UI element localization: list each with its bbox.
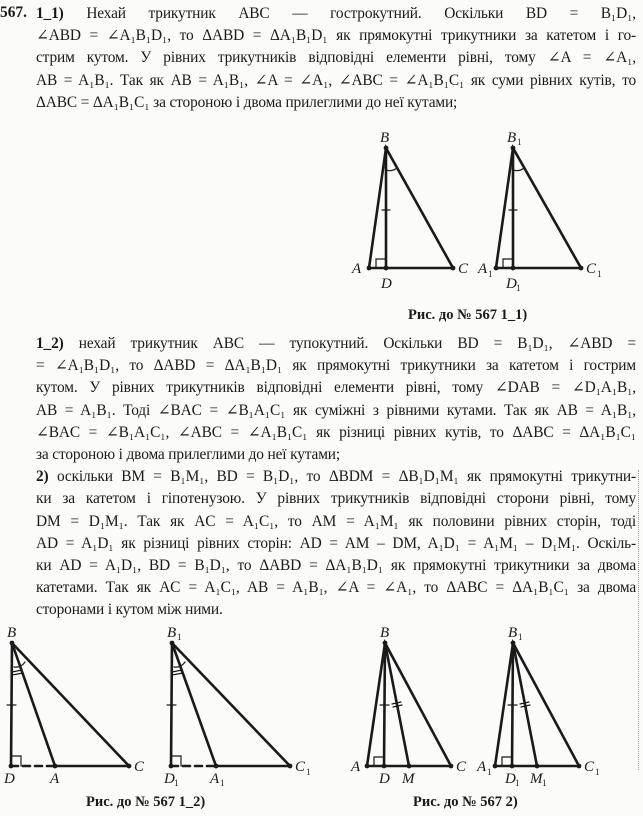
vertex-label-a1: A [477, 759, 487, 775]
text-line: за стороною і двома прилеглими до неї кутами; [36, 446, 341, 464]
svg-text:1: 1 [306, 767, 311, 777]
text-line: 1_2) нехай трикутник ABC — тупокутний. Оскільки BD = B₁D₁, ∠ABD = [36, 335, 636, 352]
vertex-label-b: B [380, 625, 390, 641]
vertex-label-c1: C [586, 261, 597, 277]
vertex-label-c: C [458, 261, 469, 277]
triangle-abc [367, 643, 451, 766]
svg-text:1: 1 [595, 767, 600, 777]
text-line: AB = A₁B₁. Так як AB = A₁B₁, ∠A = ∠A₁, ∠ABC = ∠A₁B₁C₁ як суми рівних кутів, то [36, 71, 636, 89]
svg-text:1: 1 [517, 137, 522, 147]
text-line: кутом. У рівних трикутників відповідні елементи рівні, тому ∠DAB = ∠D₁A₁B₁, [36, 379, 636, 397]
vertex-label-b1: B [167, 625, 177, 641]
svg-text:1: 1 [488, 269, 493, 279]
vertex-label-m: M [402, 771, 415, 787]
vertex-label-b: B [7, 625, 17, 641]
triangle-a1b1c1 [495, 643, 579, 766]
part-1-1-text [36, 3, 636, 114]
text-line: 1_1) Нехай трикутник ABC — гострокутний. Оскільки BD = B₁D₁, [36, 5, 637, 22]
vertex-label-a1: A [210, 771, 220, 787]
side-b1a1 [172, 643, 216, 766]
problem-number: 567. [0, 4, 27, 21]
vertex-label-m1: M [530, 771, 543, 787]
vertex-label-d1: D [505, 771, 516, 787]
vertex-label-a: A [351, 759, 361, 775]
figure-caption: Рис. до № 567 2) [413, 794, 518, 810]
side-b1c1 [172, 643, 290, 766]
text-line: AD = A₁D₁ як різниці рівних сторін: AD = AM – DM, A₁D₁ = A₁M₁ – D₁M₁. Оскіль- [36, 534, 636, 552]
side-ba [12, 643, 55, 766]
figure-2 [340, 620, 620, 788]
vertex-label-c1: C [295, 759, 306, 775]
vertex-label-c1: C [584, 759, 595, 775]
text-line: 2) оскільки BM = B₁M₁, BD = B₁D₁, то ΔBDM = ΔB₁D₁M₁ як прямокутні трикутни- [36, 468, 636, 486]
text-line: = ∠A₁B₁D₁, то ΔABD = ΔA₁B₁D₁ як прямокутні трикутники за катетом і гострим [36, 357, 636, 375]
vertex-label-d1: D [164, 771, 175, 787]
text-line: ки за катетом і гіпотенузою. У рівних трикутників відповідні сторони рівні, тому [36, 490, 636, 508]
figure-caption: Рис. до № 567 1_1) [408, 307, 528, 323]
text-line: стрим кутом. У рівних трикутників відповідні елементи рівні, тому ∠A = ∠A₁, [36, 49, 636, 67]
vertex-label-b1: B [507, 130, 517, 146]
svg-text:1: 1 [516, 283, 521, 293]
part-label: 2) [36, 468, 49, 486]
vertex-label-c: C [134, 759, 145, 775]
svg-text:1: 1 [177, 632, 182, 642]
svg-text:1: 1 [518, 632, 523, 642]
vertex-label-a: A [352, 261, 362, 277]
vertex-label-b: B [380, 130, 390, 146]
vertex-label-d: D [379, 771, 390, 787]
vertex-label-a: A [50, 771, 60, 787]
text-line: ∠BAC = ∠B₁A₁C₁, ∠ABC = ∠A₁B₁C₁ як різниці рівних кутів, то ΔABC = ΔA₁B₁C₁ [36, 423, 636, 441]
figure-caption: Рис. до № 567 1_2) [86, 794, 206, 810]
vertex-label-d: D [4, 771, 15, 787]
text-line: DM = D₁M₁. Так як AC = A₁C₁, то AM = A₁M₁ як половини рівних сторін, тоді [36, 512, 636, 530]
svg-text:1: 1 [174, 778, 179, 788]
text-line: ки AD = A₁D₁, BD = B₁D₁, то ΔABD = ΔA₁B₁D₁ як прямокутні трикутники за двома [36, 557, 636, 575]
vertex-label-a1: A [478, 261, 488, 277]
vertex-label-d1: D [506, 276, 517, 292]
text-line: AB = A₁B₁. Тоді ∠BAC = ∠B₁A₁C₁ як суміжні з рівними кутами. Так як AB = A₁B₁, [36, 401, 636, 419]
figure-1-1 [340, 125, 620, 293]
side-bc [12, 643, 129, 766]
vertex-label-c: C [456, 759, 467, 775]
vertex-label-b1: B [508, 625, 518, 641]
triangle-a1b1c1 [496, 148, 581, 268]
text-line: ∠ABD = ∠A₁B₁D₁, то ΔABD = ΔA₁B₁D₁ як прямокутні трикутники за катетом і го- [36, 27, 636, 45]
part-label: 1_2) [36, 335, 64, 352]
svg-text:1: 1 [220, 778, 225, 788]
svg-text:1: 1 [487, 767, 492, 777]
figure-1-2 [0, 620, 320, 788]
angle-arc [513, 168, 524, 171]
vertex-label-d: D [381, 276, 392, 292]
page-edge-dotted-line [638, 470, 641, 770]
part-1-2-text [36, 333, 636, 622]
triangle-abc [369, 148, 453, 268]
text-line: сторонами і кутом між ними. [36, 601, 223, 619]
text-line: ΔABC = ΔA₁B₁C₁ за стороною і двома прилеглими до неї кутами; [36, 93, 458, 111]
svg-text:1: 1 [597, 269, 602, 279]
part-label: 1_1) [36, 5, 64, 22]
svg-text:1: 1 [542, 778, 547, 788]
angle-arc [386, 168, 397, 171]
text-line: катетами. Так як AC = A₁C₁, AB = A₁B₁, ∠A = ∠A₁, то ΔABC = ΔA₁B₁C₁ за двома [36, 579, 636, 597]
svg-text:1: 1 [515, 778, 520, 788]
